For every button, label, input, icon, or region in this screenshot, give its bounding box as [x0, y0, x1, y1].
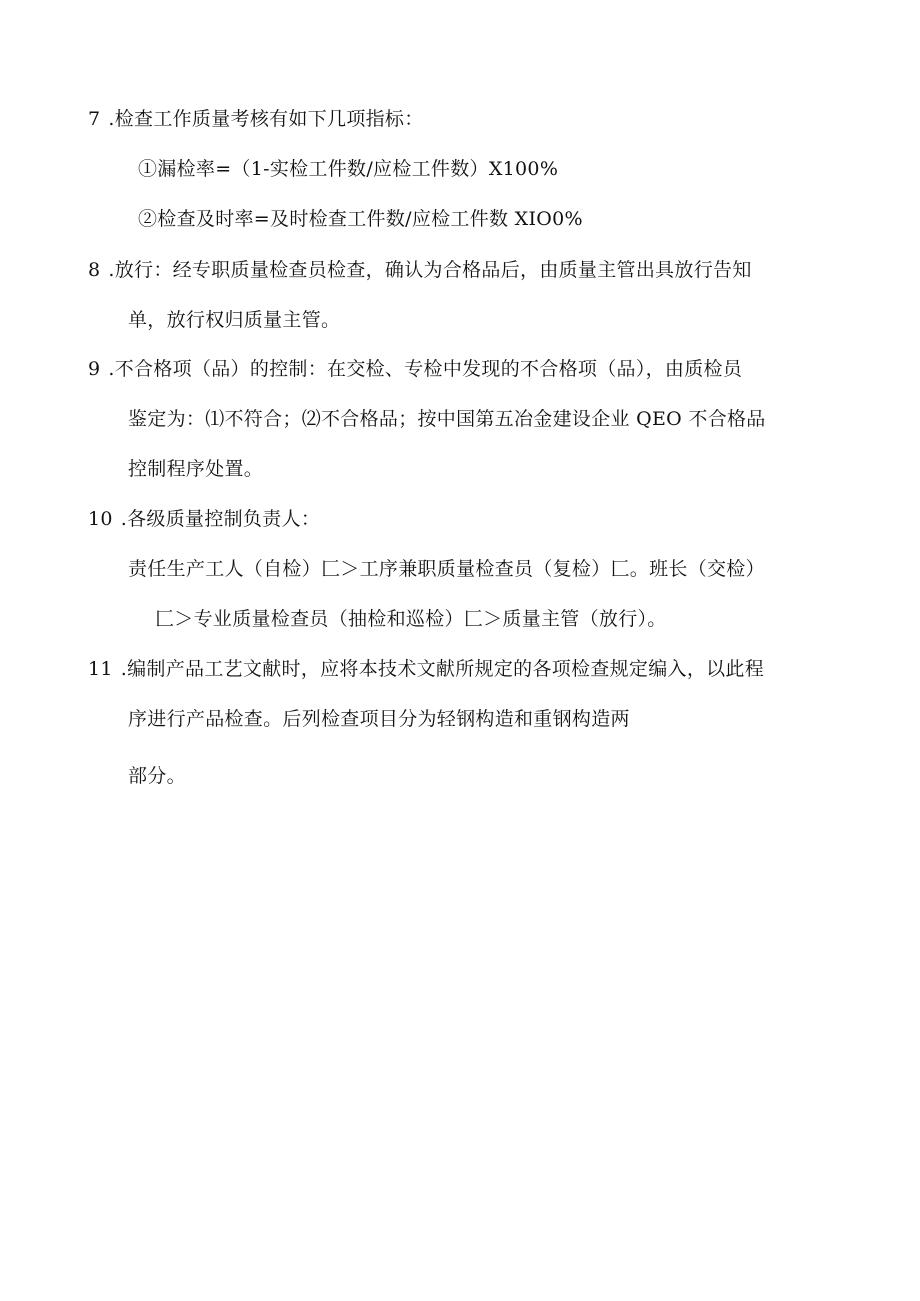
- item-9-line-2: 鉴定为：⑴不符合；⑵不合格品；按中国第五冶金建设企业 QEO 不合格品: [128, 408, 766, 430]
- item-text: .不合格项（品）的控制：在交检、专检中发现的不合格项（品），由质检员: [108, 358, 743, 380]
- item-number: 8: [88, 259, 101, 281]
- item-text: .编制产品工艺文献时，应将本技术文献所规定的各项检查规定编入，以此程: [120, 658, 765, 680]
- item-8-line-1: [88, 257, 752, 283]
- item-10-sub-2: 匚＞专业质量检查员（抽检和巡检）匚＞质量主管（放行）。: [155, 608, 667, 630]
- item-8-line-2: 单，放行权归质量主管。: [128, 309, 341, 331]
- item-text: .检查工作质量考核有如下几项指标：: [108, 108, 424, 130]
- item-7-sub-1: ①漏检率=（1-实检工件数/应检工件数）X100%: [138, 158, 559, 180]
- item-11-line-3: 部分。: [128, 765, 186, 787]
- item-11-line-2: 序进行产品检查。后列检查项目分为轻钢构造和重钢构造两: [128, 708, 630, 730]
- item-7-sub-2: ②检查及时率=及时检查工件数/应检工件数 XIO0%: [138, 208, 583, 230]
- item-number: 7: [88, 108, 101, 130]
- item-number: 11: [88, 658, 113, 680]
- item-text: .放行：经专职质量检查员检查，确认为合格品后，由质量主管出具放行告知: [108, 259, 752, 281]
- item-text: .各级质量控制负责人：: [120, 508, 321, 530]
- item-10-sub-1: 责任生产工人（自检）匚＞工序兼职质量检查员（复检）匚。班长（交检）: [128, 558, 765, 580]
- item-10-line-1: [88, 506, 320, 532]
- item-number: 9: [88, 358, 101, 380]
- item-9-line-3: 控制程序处置。: [128, 458, 264, 480]
- item-11-line-1: [88, 656, 764, 682]
- item-number: 10: [88, 508, 113, 530]
- item-9-line-1: [88, 356, 742, 382]
- item-7-line-1: [88, 106, 424, 132]
